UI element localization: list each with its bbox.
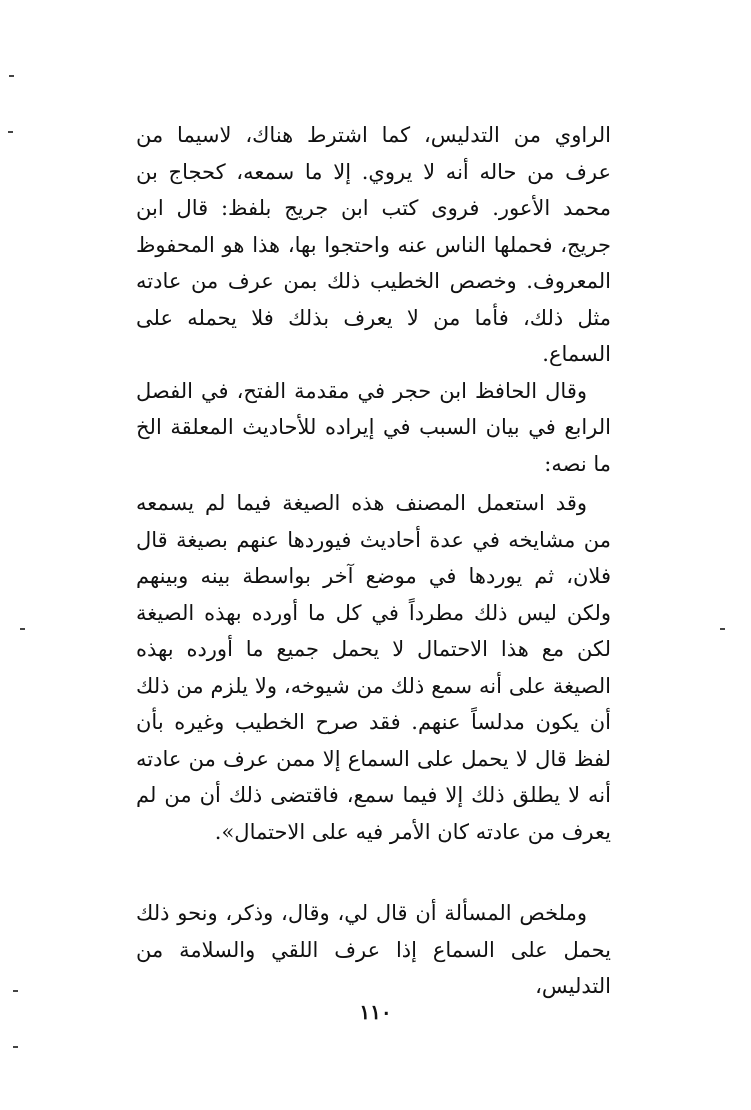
paragraph-ibn-hajar-intro: وقال الحافظ ابن حجر في مقدمة الفتح، في الفصل الرابع في بيان السبب في إيراده للأحاديث المعلقة الخ ما نصه: [136, 378, 611, 476]
summary-text [136, 895, 611, 1005]
quoted-passage [136, 485, 611, 850]
margin-mark [8, 131, 13, 133]
margin-mark [13, 990, 18, 992]
margin-mark [720, 628, 725, 630]
margin-mark [20, 628, 25, 630]
margin-mark [9, 75, 14, 77]
paragraph-continuation: الراوي من التدليس، كما اشترط هناك، لاسيما من عرف من حاله أنه لا يروي. إلا ما سمعه، كحجاج بن محمد الأعور. فروى كتب ابن جريج بلفظ: قال ابن جريج، فحملها الناس عنه واحتجوا بها، هذا هو المحفوظ المعروف. وخصص الخطيب ذلك بمن عرف من عادته مثل ذلك، فأما من لا يعرف بذلك فلا يحمله على السماع. [136, 123, 611, 366]
paragraph-quote: وقد استعمل المصنف هذه الصيغة فيما لم يسمعه من مشايخه في عدة أحاديث فيوردها عنهم بصيغة قال فلان، ثم يوردها في موضع آخر بواسطة بينه وبينهم ولكن ليس ذلك مطرداً في كل ما أورده بهذه الصيغة لكن مع هذا الاحتمال لا يحمل جميع ما أورده بهذه الصيغة على أنه سمع ذلك من شيوخه، ولا يلزم من ذلك أن يكون مدلساً عنهم. فقد صرح الخطيب وغيره بأن لفظ قال لا يحمل على السماع إلا ممن عرف من عادته أنه لا يطلق ذلك إلا فيما سمع، فاقتضى ذلك أن من لم يعرف من عادته كان الأمر فيه على الاحتمال». [136, 491, 611, 844]
page-number: ١١٠ [359, 1000, 392, 1024]
paragraph-summary: وملخص المسألة أن قال لي، وقال، وذكر، ونحو ذلك يحمل على السماع إذا عرف اللقي والسلامة من التدليس، [136, 901, 611, 998]
margin-mark [13, 1046, 18, 1048]
opening-text [136, 117, 611, 482]
